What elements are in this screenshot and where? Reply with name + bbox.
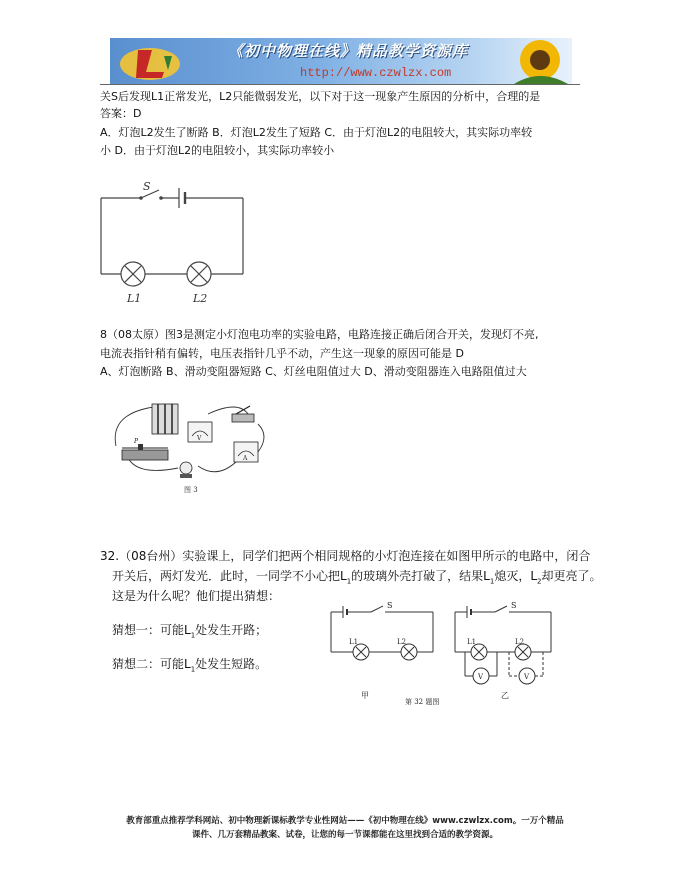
fig32-jia-l2-label: L2 (397, 638, 407, 646)
fig3-voltmeter-label: V (197, 435, 202, 442)
q32-guess1 (112, 620, 267, 645)
q32-line1: 32.（08台州）实验课上，同学们把两个相同规格的小灯泡连接在如图甲所示的电路中，闭合 (100, 549, 591, 563)
switch-icon (232, 406, 254, 422)
fig32-yi-switch-label: S (511, 601, 517, 610)
q32-line2-b: 的玻璃外壳打破了，结果L (351, 569, 490, 583)
sunflower-icon (510, 38, 572, 84)
series-circuit-figure (95, 178, 250, 308)
q-prev-line1: 关S后发现L1正常发光，L2只能微弱发光，以下对于这一现象产生原因的分析中，合理的是 (100, 90, 541, 103)
fig1-l1-label: L1 (127, 292, 142, 305)
q32-guess2 (112, 654, 267, 679)
q8-line2: 电流表指针稍有偏转，电压表指针几乎不动，产生这一现象的原因可能是 D (100, 347, 464, 360)
fig32-yi-l1-label: L1 (467, 638, 477, 646)
fig32-jia-switch-label: S (387, 601, 393, 610)
q32-guess2-sub: 1 (190, 665, 196, 674)
header-banner (110, 38, 572, 84)
fig32-jia-label: 甲 (361, 691, 369, 700)
header-title: 《初中物理在线》精品教学资源库 (228, 42, 469, 60)
header-url: http://www.czwlzx.com (300, 66, 452, 80)
q8-line1: 8（08太原）图3是测定小灯泡电功率的实验电路，电路连接正确后闭合开关，发现灯不亮, (100, 328, 539, 341)
q-prev-answer: 答案：D (100, 107, 142, 120)
fig32-yi-l2-label: L2 (515, 638, 525, 646)
q32-line2-sub2: 1 (489, 577, 495, 586)
lamp-icon (180, 462, 192, 478)
q32-line2-d: 却更亮了。 (541, 569, 602, 583)
battery-icon (152, 404, 178, 434)
q-prev-options1: A．灯泡L2发生了断路 B．灯泡L2发生了短路 C．由于灯泡L2的电阻较大，其实际功率较 (100, 126, 533, 139)
fig3-caption: 图 3 (184, 486, 198, 494)
q32-guess1-a: 猜想一：可能L (112, 623, 191, 637)
figure-32-circuits (325, 600, 555, 712)
fig3-slider-label: P (134, 438, 139, 445)
ammeter-icon (234, 442, 258, 462)
q32-line3: 这是为什么呢？他们提出猜想： (112, 589, 281, 603)
fig3-ammeter-label: A (243, 455, 248, 462)
q32-guess1-b: 处发生开路； (195, 623, 268, 637)
voltmeter-icon (188, 422, 212, 442)
footer-line2: 课件、几万套精品教案、试卷，让您的每一节课都能在这里找到合适的教学资源。 (191, 830, 498, 840)
header-rule (100, 84, 580, 85)
rheostat-icon (122, 438, 168, 460)
footer-line1: 教育部重点推荐学科网站、初中物理新课标教学专业性网站——《初中物理在线》www.czwlzx.com。一万个精品 (126, 816, 564, 826)
q32-guess2-b: 处发生短路。 (195, 657, 268, 671)
q32-line2-sub3: 2 (537, 577, 542, 586)
fig32-caption: 第 32 题图 (405, 698, 440, 706)
fig1-l2-label: L2 (193, 292, 208, 305)
q32-line2-sub1: 1 (346, 577, 352, 586)
q32-line2-a: 开关后，两灯发光．此时，一同学不小心把L (112, 569, 347, 583)
experiment-apparatus-figure (108, 396, 278, 496)
logo-icon (118, 42, 188, 82)
q8-options: A、灯泡断路 B、滑动变阻器短路 C、灯丝电阻值过大 D、滑动变阻器连入电路阻值过大 (100, 365, 527, 378)
fig1-switch-label: S (143, 180, 151, 193)
q32-guess2-a: 猜想二：可能L (112, 657, 191, 671)
fig32-voltmeter2-label: V (524, 673, 530, 681)
fig32-yi-label: 乙 (501, 691, 509, 700)
q32-guess1-sub: 1 (190, 631, 196, 640)
fig32-jia-l1-label: L1 (349, 638, 359, 646)
q-prev-options2: 小 D．由于灯泡L2的电阻较小，其实际功率较小 (100, 144, 335, 157)
fig32-voltmeter1-label: V (478, 673, 484, 681)
footer (100, 814, 590, 842)
q32-line2-c: 熄灭，L (494, 569, 537, 583)
